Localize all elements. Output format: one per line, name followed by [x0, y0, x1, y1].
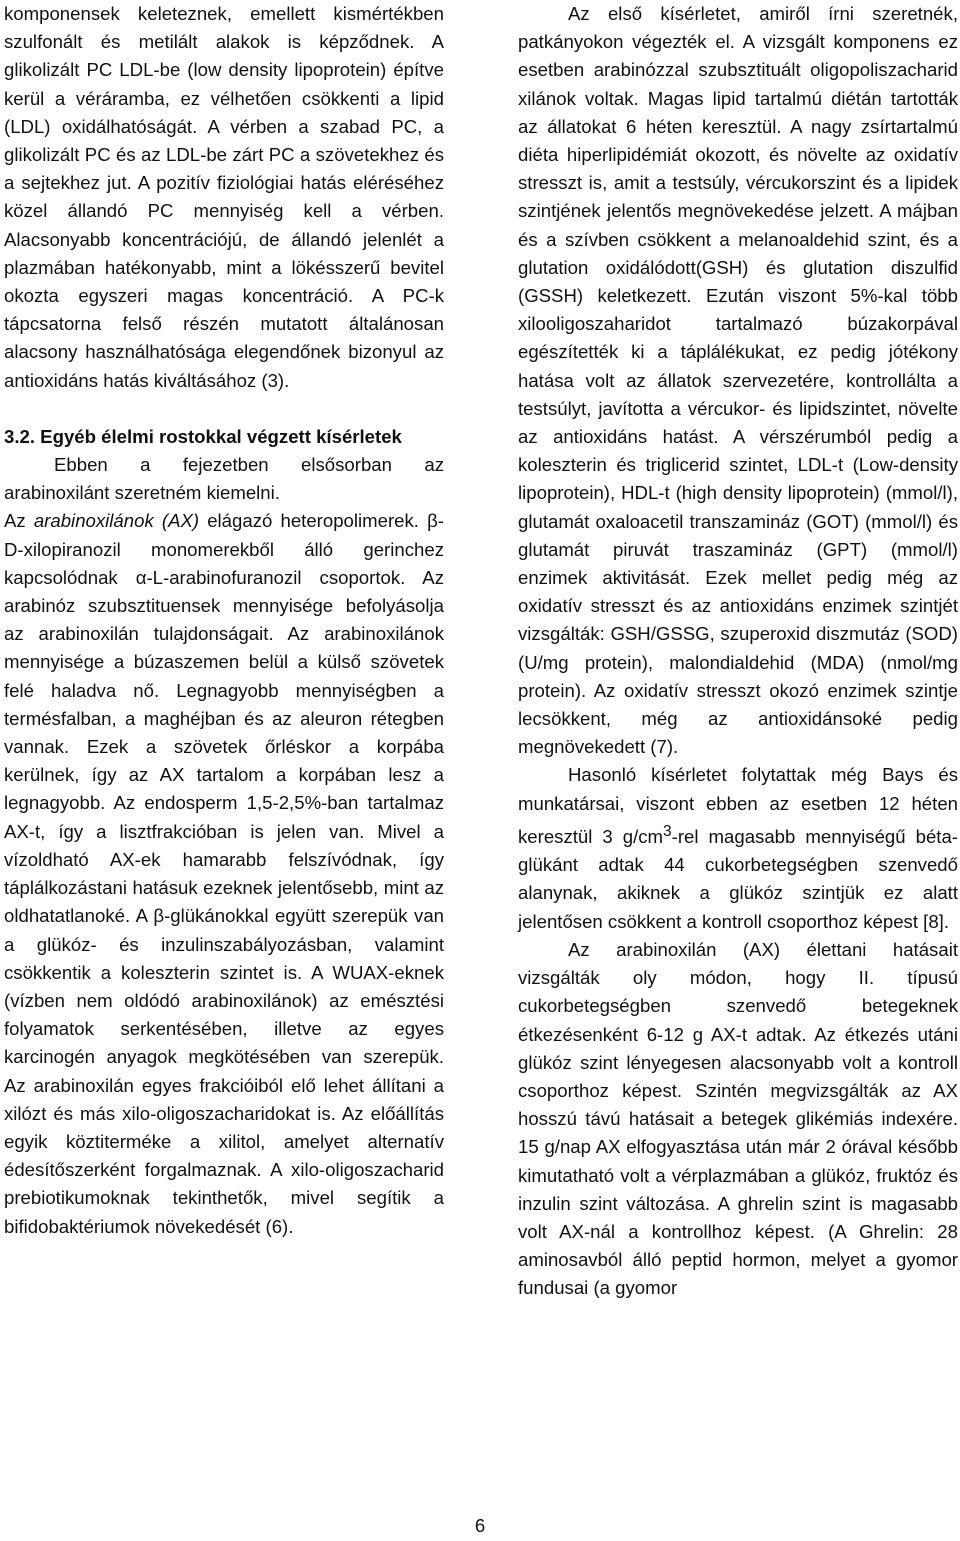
left-paragraph-3 — [4, 507, 444, 1240]
left-paragraph-3-prefix: Az — [4, 510, 34, 532]
left-paragraph-3-rest: elágazó heteropolimerek. β-D-xilopiranozil monomerekből álló gerinchez kapcsolódnak α-L-arabinofuranozil csoportok. Az arabinóz szubsztituensek mennyisége befolyásolja az arabinoxilán tulajdonságait. Az arabinoxilánok mennyisége a búzaszemen belül a külső szövetek felé haladva nő. Legnagyobb mennyiségben a termésfalban, a maghéjban és az aleuron rétegben vannak. Ezek a szövetek őrléskor a korpába kerülnek, így az AX tartalom a korpában lesz a legnagyobb. Az endosperm 1,5-2,5%-ban tartalmaz AX-t, így a lisztfrakcióban is jelen van. Mivel a vízoldható AX-ek hamarabb felszívódnak, így táplálkozástani hatásuk ezeknek jelentősebb, mint az oldhatatlanoké. A β-glükánokkal együtt szerepük van a glükóz- és inzulinszabályozásban, valamint csökkentik a koleszterin szintet is. A WUAX-eknek (vízben nem oldódó arabinoxilánok) az emésztési folyamatok serkentésében, illetve az egyes karcinogén anyagok megkötésében van szerepük. Az arabinoxilán egyes frakcióiból elő lehet állítani a xilózt és más xilo-oligoszacharidokat is. Az előállítás egyik köztiterméke a xilitol, amelyet alternatív édesítőszerként forgalmaznak. A xilo-oligoszacharid prebiotikumoknak tekinthetők, mivel segítik a bifidobaktériumok növekedését (6). — [4, 510, 444, 1237]
left-paragraph-1: komponensek keleteznek, emellett kismértékben szulfonált és metilált alakok is képződnek. A glikolizált PC LDL-be (low density lipoprotein) építve kerül a véráramba, ez vélhetően csökkenti a lipid (LDL) oxidálhatóságát. A vérben a szabad PC, a glikolizált PC és az LDL-be zárt PC a szövetekhez és a sejtekhez jut. A pozitív fiziológiai hatás eléréséhez közel állandó PC mennyiség kell a vérben. Alacsonyabb koncentrációjú, de állandó jelenlét a plazmában hatékonyabb, mint a lökésszerű bevitel okozta egyszeri magas koncentráció. A PC-k tápcsatorna felső részén mutatott általánosan alacsony használhatósága elegendőnek bizonyul az antioxidáns hatás kiváltásához (3). — [4, 3, 444, 391]
right-column — [518, 0, 958, 1303]
right-paragraph-2-rest: -rel magasabb mennyiségű béta-glükánt adtak 44 cukorbetegségben szenvedő alanynak, akiknek a glükóz szintjük ez alatt jelentősen csökkent a kontroll csoporthoz képest [8]. — [518, 826, 958, 932]
right-paragraph-1: Az első kísérletet, amiről írni szeretnék, patkányokon végezték el. A vizsgált komponens ez esetben arabinózzal szubsztituált oligopoliszacharid xilánok voltak. Magas lipid tartalmú diétán tartották az állatokat 6 héten keresztül. A nagy zsírtartalmú diéta hiperlipidémiát okozott, és növelte az oxidatív stresszt is, amit a testsúly, vércukorszint és a lipidek szintjének jelentős megnövekedése jelzett. A májban és a szívben csökkent a melanoaldehid szint, és a glutation oxidálódott(GSH) és glutation diszulfid (GSSH) keletkezett. Ezután viszont 5%-kal több xilooligoszaharidot tartalmazó búzakorpával egészítették ki a táplálékukat, ez pedig jótékony hatása volt az állatok szervezetére, kontrollálta a testsúlyt, javította a vércukor- és lipidszintet, növelte az antioxidáns hatást. A vérszérumból pedig a koleszterin és triglicerid szintet, LDL-t (Low-density lipoprotein), HDL-t (high density lipoprotein) (mmol/l), glutamát oxaloacetil transzamináz (GOT) (mmol/l) és glutamát piruvát traszamináz (GPT) (mmol/l) enzimek aktivitását. Ezek mellet pedig még az oxidatív stresszt és az antioxidáns enzimek szintjét vizsgálták: GSH/GSSG, szuperoxid diszmutáz (SOD) (U/mg protein), malondialdehid (MDA) (nmol/mg protein). Az oxidatív stresszt okozó enzimek szintje lecsökkent, még az antioxidánsoké pedig megnövekedett (7). — [518, 3, 958, 758]
left-paragraph-3-term: arabinoxilánok (AX) — [33, 510, 200, 532]
left-paragraph-2: Ebben a fejezetben elsősorban az arabinoxilánt szeretném kiemelni. — [4, 454, 444, 504]
page-number: 6 — [474, 1515, 486, 1536]
right-paragraph-2 — [518, 761, 958, 935]
section-heading: 3.2. Egyéb élelmi rostokkal végzett kísérletek — [4, 425, 402, 447]
left-column — [4, 0, 444, 1241]
right-paragraph-3: Az arabinoxilán (AX) élettani hatásait vizsgálták oly módon, hogy II. típusú cukorbetegségben szenvedő betegeknek étkezésenként 6-12 g AX-t adtak. Az étkezés utáni glükóz szint lényegesen alacsonyabb volt a kontroll csoporthoz képest. Szintén megvizsgálták az AX hosszú távú hatásait a betegek glikémiás indexére. 15 g/nap AX elfogyasztása után már 2 órával később kimutatható volt a vérplazmában a glükóz, fruktóz és inzulin szint változása. A ghrelin szint is magasabb volt AX-nál a kontrollhoz képest. (A Ghrelin: 28 aminosavból álló peptid hormon, melyet a gyomor fundusai (a gyomor — [518, 938, 958, 1299]
right-paragraph-2-superscript: 3 — [663, 822, 672, 840]
right-paragraph-2-prefix: Hasonló kísérletet folytattak még Bays és munkatársai, viszont ebben az esetben 12 héten keresztül 3 g/cm — [518, 764, 958, 848]
